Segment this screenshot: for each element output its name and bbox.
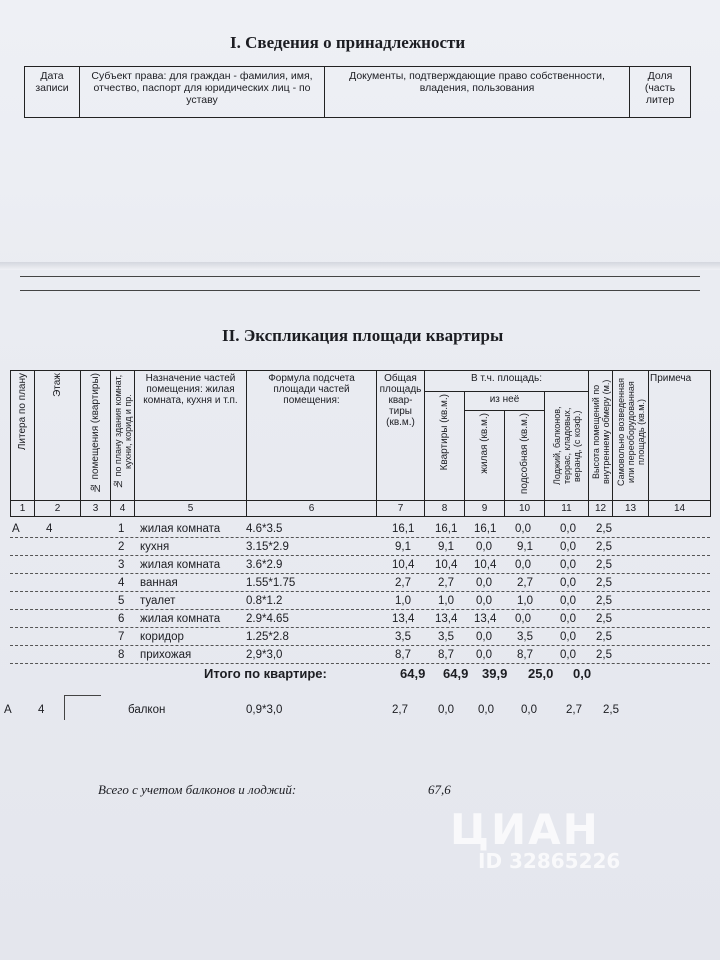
cell-name: жилая комната [140, 523, 221, 535]
balcony-formula: 0,9*3,0 [246, 704, 283, 716]
cell-formula: 1.55*1.75 [246, 577, 296, 589]
page-fold [0, 262, 720, 270]
row-separator [10, 573, 710, 574]
cell-formula: 4.6*3.5 [246, 523, 283, 535]
cell-height: 2,5 [596, 577, 612, 589]
col-number: 13 [613, 501, 649, 517]
total-apt: 64,9 [443, 666, 469, 681]
cell-living: 0,0 [476, 541, 492, 553]
balcony-aux: 0,0 [521, 704, 537, 716]
cell-name: жилая комната [140, 613, 221, 625]
col-number: 6 [247, 501, 377, 517]
cell-height: 2,5 [596, 559, 612, 571]
total-balc: 0,0 [573, 666, 592, 681]
watermark [450, 805, 680, 885]
section2-title: II. Экспликация площади квартиры [222, 326, 504, 345]
cell-balc: 0,0 [560, 523, 576, 535]
section1-title: I. Сведения о принадлежности [230, 33, 466, 52]
cell-no: 8 [118, 649, 125, 661]
row-separator [10, 555, 710, 556]
ownership-header-documents: Документы, подтверждающие право собственности, владения, пользования [325, 67, 630, 118]
header-formula: Формула подсчета площади частей помещения: [247, 371, 377, 501]
cell-name: ванная [140, 577, 178, 589]
cell-total: 16,1 [392, 523, 415, 535]
cell-name: туалет [140, 595, 176, 607]
col-number: 10 [505, 501, 545, 517]
header-apt-area: Квартиры (кв.м.) [439, 394, 450, 471]
row-separator [10, 663, 710, 664]
row-separator [10, 591, 710, 592]
ruled-line [20, 290, 700, 291]
cell-total: 1,0 [395, 595, 411, 607]
cell-height: 2,5 [596, 541, 612, 553]
cell-balc: 0,0 [560, 631, 576, 643]
header-living: жилая (кв.м.) [479, 413, 490, 474]
cell-aux: 9,1 [517, 541, 533, 553]
table-row [10, 521, 710, 538]
balcony-row [0, 704, 720, 724]
ownership-header-subject: Субъект права: для граждан - фамилия, имя, отчество, паспорт для юридических лиц - по уставу [80, 67, 325, 118]
cell-total: 13,4 [392, 613, 415, 625]
cell-no: 5 [118, 595, 125, 607]
row-separator [10, 609, 710, 610]
cell-aux: 2,7 [517, 577, 533, 589]
cell-no: 1 [118, 523, 125, 535]
balcony-name: балкон [128, 704, 166, 716]
cell-height: 2,5 [596, 595, 612, 607]
total-total: 64,9 [400, 666, 426, 681]
cell-no: 3 [118, 559, 125, 571]
cell-name: кухня [140, 541, 170, 553]
apartment-total-row [0, 666, 720, 686]
col-number: 11 [545, 501, 589, 517]
table-row [10, 539, 710, 556]
cell-litera: А [12, 523, 20, 535]
table-row [10, 611, 710, 628]
grand-total-value: 67,6 [428, 782, 451, 797]
row-separator [10, 645, 710, 646]
cell-apt: 13,4 [435, 613, 458, 625]
col-number: 8 [425, 501, 465, 517]
col-number: 7 [377, 501, 425, 517]
header-floor: Этаж [52, 373, 63, 397]
cell-apt: 1,0 [438, 595, 454, 607]
cell-apt: 8,7 [438, 649, 454, 661]
cell-no: 7 [118, 631, 125, 643]
cell-balc: 0,0 [560, 577, 576, 589]
cell-living: 0,0 [476, 595, 492, 607]
col-number: 2 [35, 501, 81, 517]
col-number: 3 [81, 501, 111, 517]
cell-no: 6 [118, 613, 125, 625]
cell-apt: 2,7 [438, 577, 454, 589]
cell-total: 10,4 [392, 559, 415, 571]
cell-balc: 0,0 [560, 559, 576, 571]
header-balcony: Лоджий, балконов, террас, кладовых, веранд, (с коэф.) [551, 406, 582, 486]
header-total-area: Общая площадь квар- тиры (кв.м.) [377, 371, 425, 501]
header-room-no: № по плану здания комнат, кухни, корид и пр. [112, 374, 133, 490]
cell-formula: 2,9*3,0 [246, 649, 283, 661]
col-number: 1 [11, 501, 35, 517]
cell-balc: 0,0 [560, 541, 576, 553]
cell-living: 16,1 [474, 523, 497, 535]
cell-apt: 9,1 [438, 541, 454, 553]
cell-height: 2,5 [596, 523, 612, 535]
grand-total-label: Всего с учетом балконов и лоджий: [98, 782, 297, 797]
watermark-id: ID 32865226 [478, 849, 621, 873]
header-incl: В т.ч. площадь: [425, 371, 589, 392]
cell-name: коридор [140, 631, 184, 643]
column-numbers-row [11, 501, 711, 517]
table-row [10, 647, 710, 664]
balcony-height: 2,5 [603, 704, 619, 716]
total-living: 39,9 [482, 666, 508, 681]
cell-balc: 0,0 [560, 595, 576, 607]
cell-apt: 3,5 [438, 631, 454, 643]
col-number: 12 [589, 501, 613, 517]
cell-height: 2,5 [596, 613, 612, 625]
balcony-balc: 2,7 [566, 704, 582, 716]
cell-total: 8,7 [395, 649, 411, 661]
table-row [10, 575, 710, 592]
cell-apt: 16,1 [435, 523, 458, 535]
cell-living: 0,0 [476, 631, 492, 643]
cell-no: 4 [118, 577, 125, 589]
ownership-table [24, 66, 691, 118]
cell-balc: 0,0 [560, 649, 576, 661]
cell-aux: 0,0 [515, 559, 531, 571]
ruled-line [20, 276, 700, 277]
cell-aux: 0,0 [515, 613, 531, 625]
col-number: 4 [111, 501, 135, 517]
cell-living: 13,4 [474, 613, 497, 625]
cell-aux: 8,7 [517, 649, 533, 661]
cell-aux: 0,0 [515, 523, 531, 535]
col-number: 9 [465, 501, 505, 517]
row-separator [10, 627, 710, 628]
balcony-living: 0,0 [478, 704, 494, 716]
table-row [10, 593, 710, 610]
cell-apt: 10,4 [435, 559, 458, 571]
cell-aux: 1,0 [517, 595, 533, 607]
cell-formula: 3.15*2.9 [246, 541, 289, 553]
table-row [10, 629, 710, 646]
header-litera: Литера по плану [17, 373, 28, 451]
total-label: Итого по квартире: [204, 666, 327, 681]
cell-formula: 0.8*1.2 [246, 595, 283, 607]
ownership-header-date: Дата записи [25, 67, 80, 118]
cell-formula: 3.6*2.9 [246, 559, 283, 571]
cell-living: 0,0 [476, 649, 492, 661]
cell-total: 9,1 [395, 541, 411, 553]
balcony-total: 2,7 [392, 704, 408, 716]
header-of-which: из неё [465, 392, 545, 411]
header-height: Высота помещений по внутреннему обмеру (м.) [590, 379, 611, 485]
header-auxiliary: подсобная (кв.м.) [519, 413, 530, 495]
cell-total: 2,7 [395, 577, 411, 589]
header-note: Примеча [649, 371, 711, 501]
balcony-floor: 4 [38, 704, 45, 716]
cell-height: 2,5 [596, 649, 612, 661]
header-apt-no: № помещения (квартиры) [90, 373, 101, 494]
cell-name: жилая комната [140, 559, 221, 571]
explication-table-header [10, 370, 711, 517]
col-number: 14 [649, 501, 711, 517]
cell-living: 10,4 [474, 559, 497, 571]
cell-no: 2 [118, 541, 125, 553]
cell-height: 2,5 [596, 631, 612, 643]
cell-total: 3,5 [395, 631, 411, 643]
col-number: 5 [135, 501, 247, 517]
header-purpose: Назначение частей помещения: жилая комната, кухня и т.п. [135, 371, 247, 501]
header-self-built: Самовольно возведенная или переоборудованная площадь (кв.м.) [615, 378, 646, 486]
balcony-apt: 0,0 [438, 704, 454, 716]
ownership-header-share: Доля (часть литер [630, 67, 691, 118]
cell-aux: 3,5 [517, 631, 533, 643]
cell-floor: 4 [46, 523, 53, 535]
total-aux: 25,0 [528, 666, 554, 681]
cell-formula: 2.9*4.65 [246, 613, 289, 625]
row-separator [10, 537, 710, 538]
cell-name: прихожая [140, 649, 192, 661]
cell-balc: 0,0 [560, 613, 576, 625]
cell-formula: 1.25*2.8 [246, 631, 289, 643]
cell-living: 0,0 [476, 577, 492, 589]
table-row [10, 557, 710, 574]
balcony-litera: А [4, 704, 12, 716]
watermark-logo: ЦИАН [450, 805, 600, 854]
